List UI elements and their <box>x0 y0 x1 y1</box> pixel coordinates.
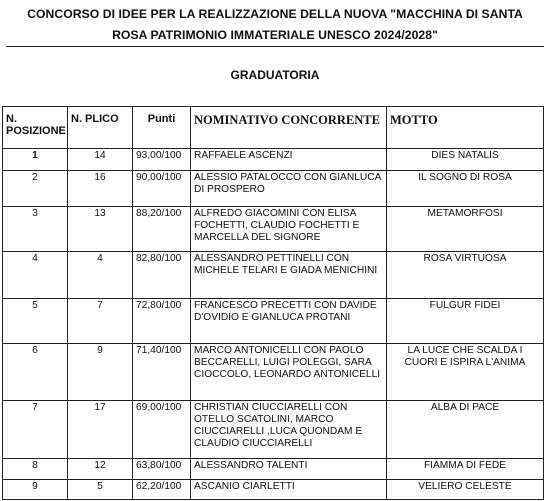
cell-motto: ALBA DI PACE <box>387 401 544 459</box>
table-row <box>3 207 544 252</box>
table-row <box>3 171 544 207</box>
cell-punti: 69,00/100 <box>133 401 191 459</box>
cell-nominativo: ASCANIO CIARLETTI <box>191 480 387 500</box>
table-row <box>3 344 544 401</box>
table-row <box>3 149 544 171</box>
graduatoria-title: GRADUATORIA <box>230 68 320 82</box>
cell-posizione: 2 <box>3 171 68 207</box>
cell-motto: FIAMMA DI FEDE <box>387 459 544 480</box>
cell-punti: 71,40/100 <box>133 344 191 401</box>
cell-punti: 63,80/100 <box>133 459 191 480</box>
cell-posizione: 8 <box>3 459 68 480</box>
cell-plico: 13 <box>68 207 133 252</box>
document-header <box>0 4 550 46</box>
cell-plico: 5 <box>68 480 133 500</box>
cell-nominativo: ALESSIO PATALOCCO CON GIANLUCA DI PROSPERO <box>191 171 387 207</box>
cell-plico: 12 <box>68 459 133 480</box>
cell-nominativo: ALESSANDRO PETTINELLI CON MICHELE TELARI E GIADA MENICHINI <box>191 252 387 299</box>
header-line-1: CONCORSO DI IDEE PER LA REALIZZAZIONE DELLA NUOVA "MACCHINA DI SANTA <box>27 7 523 21</box>
cell-nominativo: FRANCESCO PRECETTI CON DAVIDE D'OVIDIO E GIANLUCA PROTANI <box>191 299 387 344</box>
cell-motto: IL SOGNO DI ROSA <box>387 171 544 207</box>
cell-plico: 16 <box>68 171 133 207</box>
cell-nominativo: ALFREDO GIACOMINI CON ELISA FOCHETTI, CLAUDIO FOCHETTI E MARCELLA DEL SIGNORE <box>191 207 387 252</box>
cell-punti: 72,80/100 <box>133 299 191 344</box>
table-row <box>3 480 544 500</box>
table-row <box>3 401 544 459</box>
cell-motto: METAMORFOSI <box>387 207 544 252</box>
table-row <box>3 299 544 344</box>
header-divider <box>6 46 544 47</box>
cell-punti: 88,20/100 <box>133 207 191 252</box>
col-header-motto: MOTTO <box>387 107 544 149</box>
header-line-2: ROSA PATRIMONIO IMMATERIALE UNESCO 2024/2028" <box>112 28 438 42</box>
cell-motto: ROSA VIRTUOSA <box>387 252 544 299</box>
table-header-row <box>3 107 544 149</box>
cell-nominativo: MARCO ANTONICELLI CON PAOLO BECCARELLI, LUIGI POLEGGI, SARA CIOCCOLO, LEONARDO ANTONICELLI <box>191 344 387 401</box>
cell-motto: FULGUR FIDEI <box>387 299 544 344</box>
graduatoria-table <box>2 106 544 500</box>
cell-motto: LA LUCE CHE SCALDA I CUORI E ISPIRA L'ANIMA <box>387 344 544 401</box>
cell-plico: 7 <box>68 299 133 344</box>
cell-nominativo: RAFFAELE ASCENZI <box>191 149 387 171</box>
cell-posizione: 7 <box>3 401 68 459</box>
col-header-nominativo: NOMINATIVO CONCORRENTE <box>191 107 387 149</box>
table-row <box>3 459 544 480</box>
col-header-posizione: N. POSIZIONE <box>3 107 68 149</box>
cell-punti: 62,20/100 <box>133 480 191 500</box>
cell-posizione: 1 <box>3 149 68 171</box>
cell-plico: 14 <box>68 149 133 171</box>
cell-posizione: 3 <box>3 207 68 252</box>
cell-plico: 9 <box>68 344 133 401</box>
cell-posizione: 9 <box>3 480 68 500</box>
cell-motto: VELIERO CELESTE <box>387 480 544 500</box>
cell-nominativo: ALESSANDRO TALENTI <box>191 459 387 480</box>
cell-punti: 93,00/100 <box>133 149 191 171</box>
table-row <box>3 252 544 299</box>
cell-punti: 82,80/100 <box>133 252 191 299</box>
cell-posizione: 6 <box>3 344 68 401</box>
cell-plico: 4 <box>68 252 133 299</box>
col-header-plico: N. PLICO <box>68 107 133 149</box>
cell-motto: DIES NATALIS <box>387 149 544 171</box>
col-header-punti: Punti <box>133 107 191 149</box>
cell-plico: 17 <box>68 401 133 459</box>
cell-nominativo: CHRISTIAN CIUCCIARELLI CON OTELLO SCATOLINI, MARCO CIUCCIARELLI ,LUCA QUONDAM E CLAUDIO CIUCCIARELLI <box>191 401 387 459</box>
cell-punti: 90,00/100 <box>133 171 191 207</box>
cell-posizione: 4 <box>3 252 68 299</box>
cell-posizione: 5 <box>3 299 68 344</box>
